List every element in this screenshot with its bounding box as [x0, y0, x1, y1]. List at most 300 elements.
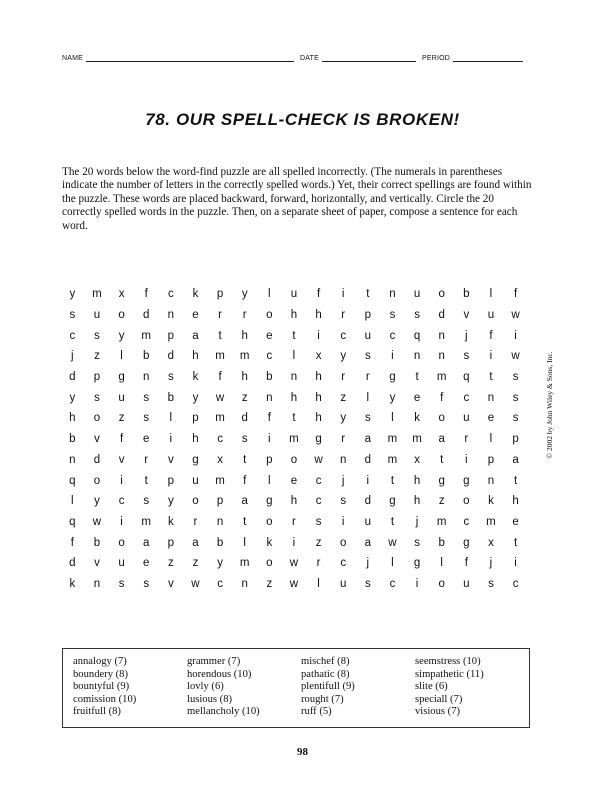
puzzle-letter[interactable]: b: [142, 350, 150, 363]
puzzle-letter[interactable]: o: [192, 495, 199, 508]
puzzle-letter[interactable]: i: [391, 350, 394, 363]
puzzle-letter[interactable]: x: [414, 453, 420, 466]
date-field-line[interactable]: [322, 53, 416, 62]
puzzle-letter[interactable]: s: [94, 391, 100, 404]
puzzle-letter[interactable]: k: [488, 495, 494, 508]
puzzle-letter[interactable]: y: [167, 495, 174, 508]
puzzle-letter[interactable]: t: [243, 453, 247, 466]
puzzle-letter[interactable]: f: [267, 412, 271, 425]
puzzle-letter[interactable]: y: [94, 495, 100, 508]
puzzle-letter[interactable]: l: [292, 350, 296, 363]
puzzle-letter[interactable]: t: [513, 536, 518, 549]
puzzle-row: [60, 491, 528, 512]
puzzle-letter[interactable]: s: [364, 412, 371, 425]
puzzle-letter[interactable]: z: [167, 557, 174, 570]
puzzle-letter[interactable]: k: [167, 515, 174, 528]
puzzle-letter[interactable]: d: [438, 309, 445, 322]
puzzle-letter[interactable]: y: [192, 391, 199, 404]
puzzle-letter[interactable]: i: [341, 288, 345, 301]
puzzle-letter[interactable]: s: [143, 391, 150, 404]
puzzle-letter[interactable]: j: [489, 557, 493, 570]
puzzle-letter[interactable]: f: [243, 474, 247, 487]
puzzle-letter[interactable]: l: [169, 412, 173, 425]
puzzle-letter[interactable]: n: [438, 329, 445, 342]
puzzle-letter[interactable]: i: [366, 474, 370, 487]
puzzle-letter[interactable]: p: [487, 453, 495, 466]
puzzle-letter[interactable]: y: [340, 412, 347, 425]
puzzle-letter[interactable]: r: [341, 371, 346, 384]
puzzle-letter[interactable]: i: [514, 557, 517, 570]
puzzle-letter[interactable]: n: [142, 371, 150, 384]
puzzle-letter[interactable]: d: [69, 371, 76, 384]
puzzle-letter[interactable]: e: [192, 309, 199, 322]
puzzle-letter[interactable]: m: [387, 433, 398, 446]
misspelled-word: ruff (5): [301, 706, 332, 718]
puzzle-letter[interactable]: s: [241, 433, 248, 446]
puzzle-letter[interactable]: h: [315, 309, 322, 322]
puzzle-letter[interactable]: x: [118, 288, 125, 301]
puzzle-letter[interactable]: o: [266, 309, 273, 322]
puzzle-letter[interactable]: y: [241, 288, 248, 301]
puzzle-letter[interactable]: g: [463, 474, 470, 487]
puzzle-letter[interactable]: h: [315, 412, 322, 425]
puzzle-letter[interactable]: k: [192, 371, 199, 384]
puzzle-letter[interactable]: q: [69, 474, 76, 487]
puzzle-letter[interactable]: m: [92, 288, 102, 301]
puzzle-letter[interactable]: q: [463, 371, 470, 384]
puzzle-letter[interactable]: l: [120, 350, 123, 363]
puzzle-letter[interactable]: r: [144, 453, 149, 466]
puzzle-letter[interactable]: d: [364, 453, 372, 466]
puzzle-letter[interactable]: d: [241, 412, 248, 425]
puzzle-letter[interactable]: p: [167, 474, 175, 487]
puzzle-letter[interactable]: n: [93, 577, 101, 590]
puzzle-letter[interactable]: a: [364, 433, 372, 446]
name-field-line[interactable]: [86, 53, 294, 62]
puzzle-letter[interactable]: m: [289, 433, 299, 446]
puzzle-letter[interactable]: i: [268, 433, 271, 446]
puzzle-letter[interactable]: h: [290, 309, 298, 322]
puzzle-letter[interactable]: a: [512, 453, 519, 466]
puzzle-letter[interactable]: g: [315, 433, 322, 446]
puzzle-letter[interactable]: n: [69, 453, 76, 466]
puzzle-letter[interactable]: l: [71, 495, 74, 508]
puzzle-letter[interactable]: t: [390, 515, 395, 528]
puzzle-letter[interactable]: r: [193, 515, 198, 528]
puzzle-letter[interactable]: j: [341, 474, 345, 487]
puzzle-letter[interactable]: n: [216, 515, 224, 528]
puzzle-letter[interactable]: i: [317, 329, 320, 342]
puzzle-letter[interactable]: v: [167, 577, 174, 590]
puzzle-letter[interactable]: i: [120, 474, 123, 487]
puzzle-letter[interactable]: i: [465, 453, 468, 466]
puzzle-letter[interactable]: s: [463, 350, 470, 363]
puzzle-letter[interactable]: s: [69, 309, 76, 322]
puzzle-letter[interactable]: y: [69, 391, 76, 404]
puzzle-letter[interactable]: c: [167, 288, 174, 301]
puzzle-letter[interactable]: w: [191, 577, 200, 590]
puzzle-letter[interactable]: h: [241, 371, 248, 384]
puzzle-letter[interactable]: n: [413, 350, 421, 363]
puzzle-letter[interactable]: y: [69, 288, 76, 301]
puzzle-letter[interactable]: l: [268, 288, 271, 301]
puzzle-letter[interactable]: w: [388, 536, 397, 549]
puzzle-letter[interactable]: p: [216, 495, 224, 508]
puzzle-letter[interactable]: m: [215, 474, 225, 487]
puzzle-letter[interactable]: l: [391, 412, 394, 425]
puzzle-letter[interactable]: d: [93, 453, 101, 466]
puzzle-letter[interactable]: o: [438, 577, 445, 590]
puzzle-letter[interactable]: f: [464, 557, 468, 570]
misspelled-word: seemstress (10): [415, 656, 481, 667]
puzzle-letter[interactable]: n: [487, 391, 495, 404]
puzzle-letter[interactable]: x: [488, 536, 494, 549]
puzzle-letter[interactable]: n: [438, 350, 445, 363]
puzzle-letter[interactable]: p: [512, 433, 519, 446]
puzzle-letter[interactable]: a: [142, 536, 150, 549]
word-list-column: [415, 656, 529, 727]
puzzle-letter[interactable]: f: [513, 288, 518, 301]
puzzle-letter[interactable]: m: [141, 329, 151, 342]
puzzle-letter[interactable]: t: [218, 329, 222, 342]
puzzle-letter[interactable]: f: [440, 391, 444, 404]
puzzle-letter[interactable]: i: [341, 515, 345, 528]
puzzle-letter[interactable]: a: [192, 536, 199, 549]
puzzle-letter[interactable]: o: [339, 536, 347, 549]
puzzle-letter[interactable]: c: [69, 329, 76, 342]
puzzle-letter[interactable]: z: [241, 391, 248, 404]
puzzle-letter[interactable]: b: [69, 433, 76, 446]
puzzle-letter[interactable]: z: [266, 577, 273, 590]
puzzle-letter[interactable]: u: [463, 412, 470, 425]
puzzle-letter[interactable]: u: [93, 309, 101, 322]
puzzle-letter[interactable]: s: [512, 412, 519, 425]
puzzle-row: [60, 367, 528, 388]
puzzle-letter[interactable]: y: [118, 329, 125, 342]
puzzle-letter[interactable]: h: [413, 495, 421, 508]
puzzle-letter[interactable]: i: [489, 350, 493, 363]
puzzle-letter[interactable]: n: [487, 474, 495, 487]
puzzle-letter[interactable]: c: [463, 515, 470, 528]
puzzle-letter[interactable]: f: [144, 288, 148, 301]
puzzle-letter[interactable]: l: [268, 474, 271, 487]
puzzle-letter[interactable]: b: [93, 536, 101, 549]
puzzle-letter[interactable]: h: [315, 391, 322, 404]
puzzle-letter[interactable]: s: [512, 391, 519, 404]
puzzle-letter[interactable]: t: [415, 371, 419, 384]
puzzle-letter[interactable]: t: [390, 474, 395, 487]
puzzle-letter[interactable]: x: [217, 453, 223, 466]
puzzle-letter[interactable]: s: [315, 515, 322, 528]
puzzle-letter[interactable]: g: [389, 495, 396, 508]
puzzle-letter[interactable]: m: [486, 515, 496, 528]
puzzle-letter[interactable]: t: [144, 474, 148, 487]
puzzle-letter[interactable]: j: [465, 329, 468, 342]
student-info-header: [62, 53, 532, 62]
puzzle-letter[interactable]: m: [436, 515, 447, 528]
puzzle-letter[interactable]: r: [218, 309, 222, 322]
puzzle-letter[interactable]: s: [364, 350, 371, 363]
puzzle-letter[interactable]: h: [290, 495, 298, 508]
puzzle-letter[interactable]: h: [290, 391, 298, 404]
puzzle-letter[interactable]: f: [489, 329, 493, 342]
puzzle-letter[interactable]: s: [414, 536, 420, 549]
puzzle-letter[interactable]: l: [440, 557, 443, 570]
puzzle-letter[interactable]: u: [118, 557, 125, 570]
puzzle-letter[interactable]: l: [489, 288, 493, 301]
puzzle-letter[interactable]: q: [69, 515, 76, 528]
puzzle-letter[interactable]: f: [70, 536, 74, 549]
puzzle-letter[interactable]: k: [266, 536, 273, 549]
puzzle-letter[interactable]: d: [142, 309, 150, 322]
puzzle-letter[interactable]: r: [365, 371, 370, 384]
puzzle-letter[interactable]: v: [94, 433, 100, 446]
puzzle-letter[interactable]: m: [141, 515, 151, 528]
puzzle-letter[interactable]: y: [340, 350, 347, 363]
puzzle-letter[interactable]: c: [315, 495, 322, 508]
puzzle-letter[interactable]: m: [239, 557, 250, 570]
puzzle-letter[interactable]: c: [217, 577, 223, 590]
puzzle-letter[interactable]: o: [438, 412, 445, 425]
puzzle-letter[interactable]: e: [266, 329, 273, 342]
misspelled-word: slite (6): [415, 681, 448, 693]
puzzle-letter[interactable]: e: [142, 557, 150, 570]
puzzle-letter[interactable]: l: [317, 577, 320, 590]
puzzle-letter[interactable]: r: [292, 515, 296, 528]
puzzle-letter[interactable]: g: [438, 474, 445, 487]
puzzle-letter[interactable]: w: [92, 515, 102, 528]
puzzle-letter[interactable]: c: [340, 557, 347, 570]
puzzle-letter[interactable]: l: [366, 391, 370, 404]
puzzle-letter[interactable]: v: [463, 309, 470, 322]
puzzle-letter[interactable]: g: [389, 371, 396, 384]
puzzle-letter[interactable]: p: [216, 288, 224, 301]
misspelled-word: simpathetic (11): [415, 668, 484, 680]
puzzle-letter[interactable]: d: [364, 495, 372, 508]
puzzle-letter[interactable]: t: [440, 453, 444, 466]
puzzle-letter[interactable]: n: [241, 577, 248, 590]
copyright-notice: © 2002 by John Wiley & Sons, Inc.: [545, 351, 554, 459]
puzzle-letter[interactable]: n: [167, 309, 175, 322]
puzzle-letter[interactable]: n: [290, 371, 298, 384]
puzzle-letter[interactable]: h: [192, 350, 199, 363]
puzzle-letter[interactable]: r: [242, 309, 247, 322]
puzzle-letter[interactable]: x: [315, 350, 322, 363]
puzzle-letter[interactable]: r: [464, 433, 469, 446]
puzzle-letter[interactable]: z: [438, 495, 445, 508]
puzzle-letter[interactable]: o: [93, 412, 101, 425]
puzzle-letter[interactable]: i: [514, 329, 517, 342]
period-field-line[interactable]: [453, 53, 523, 62]
puzzle-letter[interactable]: e: [487, 412, 495, 425]
puzzle-letter[interactable]: s: [414, 309, 420, 322]
puzzle-letter[interactable]: w: [289, 557, 299, 570]
puzzle-letter[interactable]: w: [511, 350, 520, 363]
puzzle-letter[interactable]: i: [415, 577, 419, 590]
puzzle-letter[interactable]: m: [387, 453, 398, 466]
puzzle-letter[interactable]: t: [489, 371, 493, 384]
puzzle-letter[interactable]: c: [266, 350, 273, 363]
word-find-puzzle[interactable]: [60, 284, 528, 594]
puzzle-letter[interactable]: t: [513, 474, 518, 487]
puzzle-letter[interactable]: s: [389, 309, 396, 322]
puzzle-letter[interactable]: c: [389, 329, 396, 342]
puzzle-letter[interactable]: v: [94, 557, 100, 570]
puzzle-letter[interactable]: e: [413, 391, 421, 404]
puzzle-letter[interactable]: t: [243, 515, 247, 528]
puzzle-letter[interactable]: u: [487, 309, 495, 322]
puzzle-letter[interactable]: z: [315, 536, 322, 549]
puzzle-letter[interactable]: o: [290, 453, 298, 466]
puzzle-letter[interactable]: m: [412, 433, 422, 446]
puzzle-letter[interactable]: g: [413, 557, 421, 570]
puzzle-letter[interactable]: s: [143, 412, 150, 425]
puzzle-letter[interactable]: g: [118, 371, 125, 384]
puzzle-letter[interactable]: p: [167, 329, 175, 342]
puzzle-letter[interactable]: o: [118, 309, 125, 322]
puzzle-letter[interactable]: o: [93, 474, 101, 487]
puzzle-letter[interactable]: g: [192, 453, 199, 466]
puzzle-letter[interactable]: v: [118, 453, 125, 466]
puzzle-letter[interactable]: s: [167, 371, 174, 384]
puzzle-letter[interactable]: s: [512, 371, 519, 384]
puzzle-letter[interactable]: s: [340, 495, 347, 508]
puzzle-letter[interactable]: s: [143, 577, 150, 590]
puzzle-letter[interactable]: o: [118, 536, 125, 549]
puzzle-letter[interactable]: d: [167, 350, 175, 363]
puzzle-letter[interactable]: h: [69, 412, 76, 425]
puzzle-row: [60, 470, 528, 491]
puzzle-letter[interactable]: e: [142, 433, 150, 446]
puzzle-letter[interactable]: z: [118, 412, 125, 425]
puzzle-letter[interactable]: j: [71, 350, 74, 363]
puzzle-letter[interactable]: r: [316, 557, 321, 570]
puzzle-letter[interactable]: y: [217, 557, 223, 570]
puzzle-letter[interactable]: c: [463, 391, 470, 404]
puzzle-letter[interactable]: k: [414, 412, 420, 425]
puzzle-letter[interactable]: n: [266, 391, 273, 404]
puzzle-letter[interactable]: j: [366, 557, 370, 570]
puzzle-letter[interactable]: o: [266, 557, 273, 570]
puzzle-letter[interactable]: z: [192, 557, 199, 570]
puzzle-letter[interactable]: s: [94, 329, 100, 342]
puzzle-letter[interactable]: g: [266, 495, 273, 508]
puzzle-letter[interactable]: j: [415, 515, 419, 528]
puzzle-letter[interactable]: w: [289, 577, 299, 590]
puzzle-letter[interactable]: r: [341, 309, 346, 322]
puzzle-letter[interactable]: c: [512, 577, 519, 590]
puzzle-letter[interactable]: s: [488, 577, 494, 590]
puzzle-letter[interactable]: n: [339, 453, 347, 466]
puzzle-letter[interactable]: b: [167, 391, 175, 404]
puzzle-letter[interactable]: u: [364, 515, 372, 528]
puzzle-letter[interactable]: t: [292, 329, 296, 342]
puzzle-letter[interactable]: m: [436, 371, 447, 384]
puzzle-letter[interactable]: u: [339, 577, 347, 590]
puzzle-letter[interactable]: b: [216, 536, 224, 549]
puzzle-row: [60, 512, 528, 533]
puzzle-letter[interactable]: q: [413, 329, 421, 342]
puzzle-letter[interactable]: l: [489, 433, 493, 446]
puzzle-letter[interactable]: u: [290, 288, 298, 301]
puzzle-letter[interactable]: o: [266, 515, 273, 528]
puzzle-letter[interactable]: s: [118, 577, 125, 590]
puzzle-letter[interactable]: i: [120, 515, 123, 528]
puzzle-letter[interactable]: w: [511, 309, 520, 322]
puzzle-letter[interactable]: k: [192, 288, 199, 301]
puzzle-letter[interactable]: h: [192, 433, 199, 446]
puzzle-letter[interactable]: w: [314, 453, 323, 466]
puzzle-letter[interactable]: s: [143, 495, 150, 508]
puzzle-letter[interactable]: h: [413, 474, 421, 487]
puzzle-letter[interactable]: z: [340, 391, 347, 404]
puzzle-letter[interactable]: u: [364, 329, 372, 342]
puzzle-letter[interactable]: c: [389, 577, 396, 590]
puzzle-letter[interactable]: t: [292, 412, 296, 425]
puzzle-letter[interactable]: m: [239, 350, 250, 363]
puzzle-letter[interactable]: p: [192, 412, 199, 425]
puzzle-letter[interactable]: f: [119, 433, 124, 446]
puzzle-letter[interactable]: h: [512, 495, 519, 508]
puzzle-letter[interactable]: a: [364, 536, 372, 549]
puzzle-letter[interactable]: p: [266, 453, 273, 466]
puzzle-letter[interactable]: c: [340, 329, 347, 342]
puzzle-letter[interactable]: i: [292, 536, 296, 549]
puzzle-letter[interactable]: h: [241, 329, 248, 342]
puzzle-letter[interactable]: m: [215, 412, 225, 425]
puzzle-letter[interactable]: e: [512, 515, 519, 528]
puzzle-letter[interactable]: p: [167, 536, 175, 549]
puzzle-letter[interactable]: y: [389, 391, 396, 404]
puzzle-letter[interactable]: l: [243, 536, 246, 549]
puzzle-letter[interactable]: t: [366, 288, 370, 301]
puzzle-letter[interactable]: h: [315, 371, 322, 384]
puzzle-letter[interactable]: i: [169, 433, 173, 446]
puzzle-letter[interactable]: k: [69, 577, 76, 590]
puzzle-letter[interactable]: u: [463, 577, 470, 590]
puzzle-letter[interactable]: v: [167, 453, 174, 466]
puzzle-letter[interactable]: u: [413, 288, 421, 301]
puzzle-letter[interactable]: o: [438, 288, 445, 301]
puzzle-letter[interactable]: c: [315, 474, 322, 487]
puzzle-letter[interactable]: n: [389, 288, 396, 301]
puzzle-letter[interactable]: f: [218, 371, 222, 384]
puzzle-letter[interactable]: c: [118, 495, 125, 508]
puzzle-letter[interactable]: l: [391, 557, 394, 570]
puzzle-letter[interactable]: f: [316, 288, 321, 301]
puzzle-letter[interactable]: w: [215, 391, 225, 404]
puzzle-letter[interactable]: a: [192, 329, 199, 342]
puzzle-letter[interactable]: b: [438, 536, 445, 549]
puzzle-letter[interactable]: b: [266, 371, 273, 384]
puzzle-letter[interactable]: b: [463, 288, 470, 301]
puzzle-letter[interactable]: s: [364, 577, 371, 590]
puzzle-letter[interactable]: c: [217, 433, 223, 446]
puzzle-letter[interactable]: a: [438, 433, 445, 446]
puzzle-letter[interactable]: g: [463, 536, 470, 549]
puzzle-letter[interactable]: u: [118, 391, 125, 404]
puzzle-letter[interactable]: u: [192, 474, 199, 487]
puzzle-letter[interactable]: e: [290, 474, 298, 487]
puzzle-letter[interactable]: r: [341, 433, 346, 446]
puzzle-letter[interactable]: p: [93, 371, 101, 384]
puzzle-letter[interactable]: o: [463, 495, 470, 508]
puzzle-letter[interactable]: p: [364, 309, 372, 322]
puzzle-letter[interactable]: a: [241, 495, 248, 508]
puzzle-letter[interactable]: z: [94, 350, 100, 363]
puzzle-letter[interactable]: m: [215, 350, 225, 363]
puzzle-letter[interactable]: d: [69, 557, 76, 570]
